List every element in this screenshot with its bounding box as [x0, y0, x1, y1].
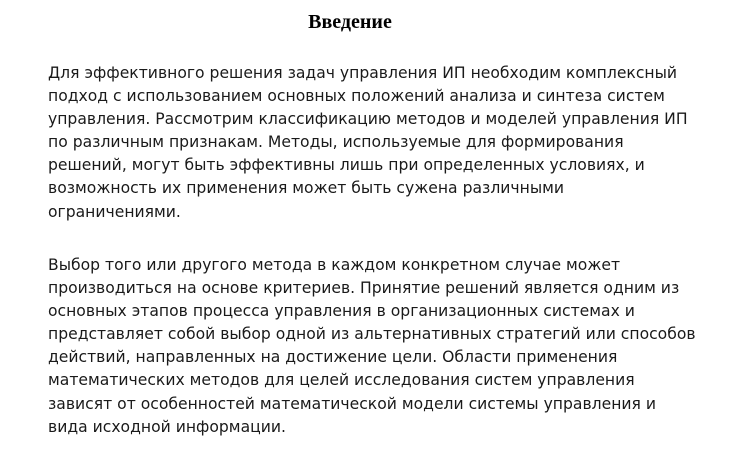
paragraph-line: зависят от особенностей математической модели системы управления и: [48, 394, 657, 413]
paragraph-line: решений, могут быть эффективны лишь при определенных условиях, и: [48, 156, 645, 175]
paragraph-line: подход с использованием основных положений анализа и синтеза систем: [48, 87, 665, 106]
paragraph-line: управления. Рассмотрим классификацию методов и моделей управления ИП: [48, 110, 688, 129]
paragraph-line: вида исходной информации.: [48, 417, 286, 436]
paragraph-line: возможность их применения может быть сужена различными: [48, 179, 565, 198]
paragraph-1: [48, 62, 708, 224]
paragraph-2: [48, 254, 708, 439]
paragraph-line: действий, направленных на достижение цели. Области применения: [48, 348, 618, 367]
paragraph-line: Выбор того или другого метода в каждом конкретном случае может: [48, 256, 621, 274]
paragraph-line: ограничениями.: [48, 202, 181, 221]
paragraph-line: производиться на основе критериев. Принятие решений является одним из: [48, 279, 680, 298]
paragraph-line: по различным признакам. Методы, используемые для формирования: [48, 133, 624, 152]
paragraph-line: Для эффективного решения задач управления ИП необходим комплексный: [48, 64, 678, 82]
paragraph-line: основных этапов процесса управления в организационных системах и: [48, 302, 635, 321]
paragraph-line: представляет собой выбор одной из альтернативных стратегий или способов: [48, 325, 696, 344]
document-title: Введение: [308, 11, 392, 33]
paragraph-line: математических методов для целей исследования систем управления: [48, 371, 635, 390]
